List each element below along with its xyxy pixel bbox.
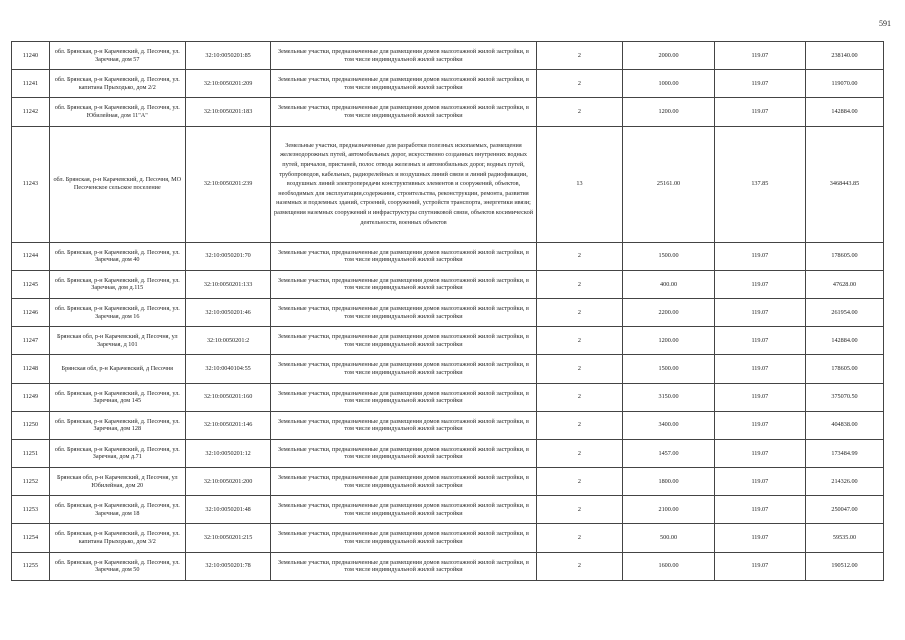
rate-cell: 119.07 xyxy=(714,327,805,355)
group-cell: 2 xyxy=(536,242,623,270)
area-cell: 1800.00 xyxy=(623,468,714,496)
cadastral-value-cell: 142884.00 xyxy=(806,98,884,126)
group-cell: 2 xyxy=(536,411,623,439)
group-cell: 2 xyxy=(536,70,623,98)
area-cell: 2000.00 xyxy=(623,42,714,70)
land-use-cell: Земельные участки, предназначенные для размещения домов малоэтажной жилой застройки, в том числе индивидуальной жилой застройки xyxy=(271,270,536,298)
address-cell: обл. Брянская, р-н Карачевский, д. Песочня, ул. Заречная, дом 40 xyxy=(49,242,185,270)
rate-cell: 119.07 xyxy=(714,383,805,411)
table-row xyxy=(12,42,884,70)
table-row xyxy=(12,383,884,411)
table-row xyxy=(12,552,884,580)
rate-cell: 137.85 xyxy=(714,126,805,242)
group-cell: 13 xyxy=(536,126,623,242)
address-cell: обл. Брянская, р-н Карачевский, д. Песочня, ул. Заречная, дом 50 xyxy=(49,552,185,580)
table-row xyxy=(12,327,884,355)
cadastral-value-cell: 404838.00 xyxy=(806,411,884,439)
area-cell: 1000.00 xyxy=(623,70,714,98)
area-cell: 3150.00 xyxy=(623,383,714,411)
row-number: 11250 xyxy=(12,411,50,439)
group-cell: 2 xyxy=(536,552,623,580)
cadastral-number-cell: 32:10:0050201:146 xyxy=(185,411,271,439)
area-cell: 2200.00 xyxy=(623,298,714,326)
rate-cell: 119.07 xyxy=(714,98,805,126)
land-use-cell: Земельные участки, предназначенные для размещения домов малоэтажной жилой застройки, в том числе индивидуальной жилой застройки xyxy=(271,383,536,411)
cadastral-number-cell: 32:10:0050201:85 xyxy=(185,42,271,70)
row-number: 11246 xyxy=(12,298,50,326)
row-number: 11243 xyxy=(12,126,50,242)
table-row xyxy=(12,355,884,383)
row-number: 11244 xyxy=(12,242,50,270)
cadastral-number-cell: 32:10:0050201:12 xyxy=(185,439,271,467)
address-cell: обл. Брянская, р-н Карачевский, д. Песочня, ул. Заречная, дом 18 xyxy=(49,496,185,524)
cadastral-value-cell: 178605.00 xyxy=(806,355,884,383)
cadastral-value-cell: 190512.00 xyxy=(806,552,884,580)
row-number: 11240 xyxy=(12,42,50,70)
area-cell: 2100.00 xyxy=(623,496,714,524)
address-cell: обл. Брянская, р-н Карачевский, д. Песочня, ул. Заречная, дом д.115 xyxy=(49,270,185,298)
address-cell: обл. Брянская, р-н Карачевский, д. Песочня, ул. Заречная, дом 57 xyxy=(49,42,185,70)
table-row xyxy=(12,70,884,98)
address-cell: обл. Брянская, р-н Карачевский, д. Песочня, МО Песоченское сельское поселение xyxy=(49,126,185,242)
table-row xyxy=(12,496,884,524)
table-row xyxy=(12,524,884,552)
rate-cell: 119.07 xyxy=(714,439,805,467)
group-cell: 2 xyxy=(536,383,623,411)
cadastral-number-cell: 32:10:0050201:48 xyxy=(185,496,271,524)
group-cell: 2 xyxy=(536,270,623,298)
group-cell: 2 xyxy=(536,355,623,383)
land-use-cell: Земельные участки, предназначенные для размещения домов малоэтажной жилой застройки, в том числе индивидуальной жилой застройки xyxy=(271,327,536,355)
group-cell: 2 xyxy=(536,468,623,496)
area-cell: 1200.00 xyxy=(623,98,714,126)
address-cell: обл. Брянская, р-н Карачевский, д. Песочня, ул. Заречная, дом 128 xyxy=(49,411,185,439)
cadastral-number-cell: 32:10:0050201:209 xyxy=(185,70,271,98)
table-row xyxy=(12,270,884,298)
rate-cell: 119.07 xyxy=(714,242,805,270)
cadastral-value-cell: 261954.00 xyxy=(806,298,884,326)
table-row xyxy=(12,468,884,496)
land-use-cell: Земельные участки, предназначенные для размещения домов малоэтажной жилой застройки, в том числе индивидуальной жилой застройки xyxy=(271,439,536,467)
page-number: 591 xyxy=(879,19,891,28)
table-row xyxy=(12,242,884,270)
land-use-cell: Земельные участки, предназначенные для размещения домов малоэтажной жилой застройки, в том числе индивидуальной жилой застройки xyxy=(271,70,536,98)
row-number: 11245 xyxy=(12,270,50,298)
area-cell: 1500.00 xyxy=(623,242,714,270)
address-cell: обл. Брянская, р-н Карачевский, д. Песочня, ул. Заречная, дом д.71 xyxy=(49,439,185,467)
land-use-cell: Земельные участки, предназначенные для размещения домов малоэтажной жилой застройки, в том числе индивидуальной жилой застройки xyxy=(271,42,536,70)
area-cell: 3400.00 xyxy=(623,411,714,439)
table-row xyxy=(12,439,884,467)
table-body xyxy=(12,42,884,581)
rate-cell: 119.07 xyxy=(714,496,805,524)
cadastral-number-cell: 32:10:0050201:215 xyxy=(185,524,271,552)
cadastral-value-cell: 3468443.85 xyxy=(806,126,884,242)
cadastral-number-cell: 32:10:0050201:46 xyxy=(185,298,271,326)
cadastral-number-cell: 32:10:0050201:200 xyxy=(185,468,271,496)
cadastral-value-cell: 375070.50 xyxy=(806,383,884,411)
land-use-cell: Земельные участки, предназначенные для размещения домов малоэтажной жилой застройки, в том числе индивидуальной жилой застройки xyxy=(271,411,536,439)
address-cell: обл. Брянская, р-н Карачевский, д. Песочня, ул. капитана Прыходько, дом 2/2 xyxy=(49,70,185,98)
cadastral-value-cell: 238140.00 xyxy=(806,42,884,70)
area-cell: 1457.00 xyxy=(623,439,714,467)
cadastral-value-cell: 214326.00 xyxy=(806,468,884,496)
table-row xyxy=(12,98,884,126)
cadastral-number-cell: 32:10:0040104:55 xyxy=(185,355,271,383)
cadastral-number-cell: 32:10:0050201:239 xyxy=(185,126,271,242)
cadastral-value-cell: 47628.00 xyxy=(806,270,884,298)
area-cell: 1500.00 xyxy=(623,355,714,383)
rate-cell: 119.07 xyxy=(714,270,805,298)
row-number: 11242 xyxy=(12,98,50,126)
table-row xyxy=(12,298,884,326)
group-cell: 2 xyxy=(536,439,623,467)
row-number: 11255 xyxy=(12,552,50,580)
rate-cell: 119.07 xyxy=(714,355,805,383)
cadastral-value-cell: 59535.00 xyxy=(806,524,884,552)
cadastral-number-cell: 32:10:0050201:2 xyxy=(185,327,271,355)
row-number: 11254 xyxy=(12,524,50,552)
row-number: 11249 xyxy=(12,383,50,411)
group-cell: 2 xyxy=(536,98,623,126)
land-use-cell: Земельные участки, предназначенные для размещения домов малоэтажной жилой застройки, в том числе индивидуальной жилой застройки xyxy=(271,298,536,326)
land-use-cell: Земельные участки, предназначенные для размещения домов малоэтажной жилой застройки, в том числе индивидуальной жилой застройки xyxy=(271,98,536,126)
row-number: 11247 xyxy=(12,327,50,355)
land-use-cell: Земельные участки, предназначенные для разработки полезных ископаемых, размещения железнодорожных путей, автомобильных дорог, искусственно созданных внутренних водных путей, причалов, пристаней, полос отвода железных и автомобильных дорог, водных путей, трубопроводов, кабельных, радиорелейных и воздушных линий связи и линий радиофикации, воздушных линий электропередачи конструктивных элементов и сооружений, объектов, необходимых для эксплуатации,содержания, строительства, реконструкции, ремонта, развития наземных и подземных зданий, строений, сооружений, устройств транспорта, энергетики ивязи; размещения наземных сооружений и инфраструктуры спутниковой связи, объектов косимической деятельности, военных объектов xyxy=(271,126,536,242)
land-use-cell: Земельные участки, предназначенные для размещения домов малоэтажной жилой застройки, в том числе индивидуальной жилой застройки xyxy=(271,242,536,270)
group-cell: 2 xyxy=(536,524,623,552)
land-use-cell: Земельные участки, предназначенные для размещения домов малоэтажной жилой застройки, в том числе индивидуальной жилой застройки xyxy=(271,524,536,552)
land-use-cell: Земельные участки, предназначенные для размещения домов малоэтажной жилой застройки, в том числе индивидуальной жилой застройки xyxy=(271,552,536,580)
row-number: 11253 xyxy=(12,496,50,524)
area-cell: 400.00 xyxy=(623,270,714,298)
cadastral-value-cell: 119070.00 xyxy=(806,70,884,98)
rate-cell: 119.07 xyxy=(714,552,805,580)
rate-cell: 119.07 xyxy=(714,298,805,326)
cadastral-table xyxy=(11,41,884,581)
address-cell: Брянская обл, р-н Карачевский, д Песочня xyxy=(49,355,185,383)
row-number: 11241 xyxy=(12,70,50,98)
cadastral-number-cell: 32:10:0050201:133 xyxy=(185,270,271,298)
cadastral-value-cell: 142884.00 xyxy=(806,327,884,355)
address-cell: Брянская обл, р-н Карачевский, д Песочня, ул Заречная, д 101 xyxy=(49,327,185,355)
table-row xyxy=(12,126,884,242)
area-cell: 500.00 xyxy=(623,524,714,552)
cadastral-number-cell: 32:10:0050201:78 xyxy=(185,552,271,580)
land-use-cell: Земельные участки, предназначенные для размещения домов малоэтажной жилой застройки, в том числе индивидуальной жилой застройки xyxy=(271,355,536,383)
rate-cell: 119.07 xyxy=(714,42,805,70)
row-number: 11248 xyxy=(12,355,50,383)
address-cell: Брянская обл, р-н Карачевский, д Песочня, ул Юбилейная, дом 20 xyxy=(49,468,185,496)
cadastral-value-cell: 250047.00 xyxy=(806,496,884,524)
cadastral-number-cell: 32:10:0050201:183 xyxy=(185,98,271,126)
group-cell: 2 xyxy=(536,298,623,326)
address-cell: обл. Брянская, р-н Карачевский, д. Песочня, ул. Юбилейная, дом 11"А" xyxy=(49,98,185,126)
rate-cell: 119.07 xyxy=(714,411,805,439)
group-cell: 2 xyxy=(536,496,623,524)
address-cell: обл. Брянская, р-н Карачевский, д. Песочня, ул. Заречная, дом 16 xyxy=(49,298,185,326)
land-use-cell: Земельные участки, предназначенные для размещения домов малоэтажной жилой застройки, в том числе индивидуальной жилой застройки xyxy=(271,468,536,496)
rate-cell: 119.07 xyxy=(714,70,805,98)
area-cell: 1600.00 xyxy=(623,552,714,580)
address-cell: обл. Брянская, р-н Карачевский, д. Песочня, ул. капитана Прыходько, дом 3/2 xyxy=(49,524,185,552)
area-cell: 25161.00 xyxy=(623,126,714,242)
group-cell: 2 xyxy=(536,42,623,70)
rate-cell: 119.07 xyxy=(714,524,805,552)
land-use-cell: Земельные участки, предназначенные для размещения домов малоэтажной жилой застройки, в том числе индивидуальной жилой застройки xyxy=(271,496,536,524)
table-row xyxy=(12,411,884,439)
row-number: 11251 xyxy=(12,439,50,467)
row-number: 11252 xyxy=(12,468,50,496)
cadastral-value-cell: 178605.00 xyxy=(806,242,884,270)
cadastral-value-cell: 173484.99 xyxy=(806,439,884,467)
cadastral-number-cell: 32:10:0050201:70 xyxy=(185,242,271,270)
group-cell: 2 xyxy=(536,327,623,355)
rate-cell: 119.07 xyxy=(714,468,805,496)
area-cell: 1200.00 xyxy=(623,327,714,355)
cadastral-number-cell: 32:10:0050201:160 xyxy=(185,383,271,411)
address-cell: обл. Брянская, р-н Карачевский, д. Песочня, ул. Заречная, дом 145 xyxy=(49,383,185,411)
